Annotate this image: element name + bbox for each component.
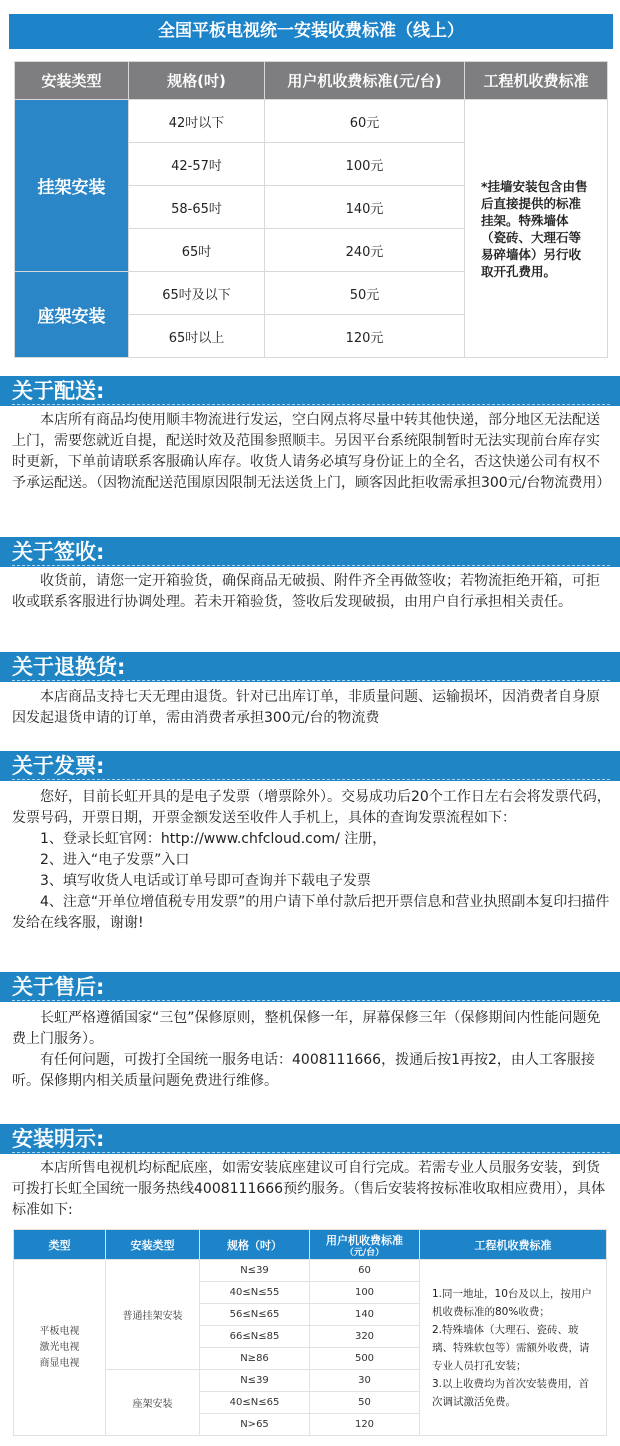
returns-text: 本店商品支持七天无理由退货。针对已出库订单，非质量问题、运输损坏，因消费者自身原因发起退货申请的订单，需由消费者承担300元/台的物流费 <box>12 689 600 726</box>
spec-cell: N>65 <box>200 1414 310 1436</box>
price-cell: 120 <box>310 1414 420 1436</box>
price-cell: 500 <box>310 1348 420 1370</box>
header-engineering-price: 工程机收费标准 <box>420 1230 607 1260</box>
header-spec: 规格（吋） <box>200 1230 310 1260</box>
category-item: 商显电视 <box>39 1357 80 1369</box>
spec-cell: 58-65吋 <box>129 186 265 229</box>
invoice-step: 4、注意“开单位增值税专用发票”的用户请下单付款后把开票信息和营业执照副本复印扫描件发给在线客服，谢谢! <box>12 894 610 931</box>
section-body-delivery <box>12 410 612 494</box>
section-title-returns: 关于退换货: <box>0 652 620 682</box>
install-standard-table <box>13 1229 607 1436</box>
engineering-note-item: 1.同一地址，10台及以上，按用户机收费标准的80%收费； <box>432 1287 592 1318</box>
engineering-notes <box>420 1260 607 1436</box>
spec-cell: 65吋以上 <box>129 315 265 358</box>
fee-table-title: 全国平板电视统一安装收费标准（线上） <box>9 14 613 49</box>
aftersale-warranty: 长虹严格遵循国家“三包”保修原则，整机保修一年，屏幕保修三年（保修期间内性能问题免费上门服务）。 <box>12 1010 601 1047</box>
delivery-text: 本店所有商品均使用顺丰物流进行发运，空白网点将尽量中转其他快递，部分地区无法配送上门，需要您就近自提，配送时效及范围参照顺丰。另因平台系统限制暂时无法实现前台库存实时更新，下单前请联系客服确认库存。收货人请务必填写身份证上的全名，否这快递公司有权不予承运配送。（因物流配送范围原因限制无法送货上门，顾客因此拒收需承担300元/台物流费用） <box>12 412 611 491</box>
table-row <box>15 100 608 143</box>
price-cell: 120元 <box>265 315 465 358</box>
price-cell: 100元 <box>265 143 465 186</box>
section-title-invoice: 关于发票: <box>0 751 620 781</box>
spec-cell: N≤39 <box>200 1260 310 1282</box>
engineering-note: *挂墙安装包含由售后直接提供的标准挂架。特殊墙体（瓷砖、大理石等易碎墙体）另行收取开孔费用。 <box>465 100 608 358</box>
header-user-price-unit: （元/台） <box>344 1247 385 1258</box>
price-cell: 50 <box>310 1392 420 1414</box>
price-cell: 140 <box>310 1304 420 1326</box>
section-body-aftersale <box>12 1008 612 1092</box>
invoice-step: 1、登录长虹官网：http://www.chfcloud.com/ 注册， <box>12 831 387 847</box>
header-user-price <box>310 1230 420 1260</box>
price-cell: 240元 <box>265 229 465 272</box>
header-user-price: 用户机收费标准(元/台) <box>265 62 465 100</box>
spec-cell: 42-57吋 <box>129 143 265 186</box>
header-install-type: 安装类型 <box>106 1230 200 1260</box>
engineering-note-item: 3.以上收费均为首次安装费用，首次调试激活免费。 <box>432 1377 590 1408</box>
section-body-returns <box>12 687 612 729</box>
section-title-signing: 关于签收: <box>0 537 620 567</box>
install-fee-panel <box>0 0 620 367</box>
category-item: 平板电视 <box>39 1325 80 1337</box>
spec-cell: N≤39 <box>200 1370 310 1392</box>
install-text: 本店所售电视机均标配底座，如需安装底座建议可自行完成。若需专业人员服务安装，到货可拨打长虹全国统一服务热线4008111666预约服务。（售后安装将按标准收取相应费用），具体标准如下: <box>12 1160 606 1218</box>
invoice-intro: 您好，目前长虹开具的是电子发票（增票除外）。交易成功后20个工作日左右会将发票代码，发票号码，开票日期，开票金额发送至收件人手机上，具体的查询发票流程如下： <box>12 789 611 826</box>
spec-cell: 40≤N≤55 <box>200 1282 310 1304</box>
spec-cell: 66≤N≤85 <box>200 1326 310 1348</box>
price-cell: 50元 <box>265 272 465 315</box>
header-engineering-price: 工程机收费标准 <box>465 62 608 100</box>
header-install-type: 安装类型 <box>15 62 129 100</box>
spec-cell: 56≤N≤65 <box>200 1304 310 1326</box>
spec-cell: 65吋及以下 <box>129 272 265 315</box>
install-type-stand: 座架安装 <box>106 1370 200 1436</box>
install-type-wall: 普通挂架安装 <box>106 1260 200 1370</box>
header-spec: 规格(吋) <box>129 62 265 100</box>
section-title-install: 安装明示: <box>0 1124 620 1154</box>
table-row <box>14 1260 607 1282</box>
section-title-aftersale: 关于售后: <box>0 972 620 1002</box>
engineering-note-item: 2.特殊墙体（大理石、瓷砖、玻璃、特殊软包等）需额外收费，请专业人员打孔安装； <box>432 1323 590 1372</box>
signing-text: 收货前，请您一定开箱验货，确保商品无破损、附件齐全再做签收；若物流拒绝开箱，可拒收或联系客服进行协调处理。若未开箱验货，签收后发现破损，由用户自行承担相关责任。 <box>12 573 600 610</box>
section-body-install <box>12 1158 612 1221</box>
section-body-signing <box>12 571 612 613</box>
spec-cell: 65吋 <box>129 229 265 272</box>
invoice-step: 3、填写收货人电话或订单号即可查询并下载电子发票 <box>12 873 371 889</box>
price-cell: 60 <box>310 1260 420 1282</box>
price-cell: 30 <box>310 1370 420 1392</box>
type-stand-mount: 座架安装 <box>15 272 129 358</box>
spec-cell: N≥86 <box>200 1348 310 1370</box>
price-cell: 320 <box>310 1326 420 1348</box>
aftersale-hotline: 有任何问题，可拨打全国统一服务电话：4008111666，拨通后按1再按2，由人工客服接听。保修期内相关质量问题免费进行维修。 <box>12 1052 595 1089</box>
invoice-step: 2、进入“电子发票”入口 <box>12 852 190 868</box>
spec-cell: 42吋以下 <box>129 100 265 143</box>
section-title-delivery: 关于配送: <box>0 376 620 406</box>
price-cell: 60元 <box>265 100 465 143</box>
type-wall-mount: 挂架安装 <box>15 100 129 272</box>
header-category: 类型 <box>14 1230 106 1260</box>
price-cell: 100 <box>310 1282 420 1304</box>
category-item: 激光电视 <box>39 1341 80 1353</box>
header-user-price-main: 用户机收费标准 <box>326 1233 403 1247</box>
section-body-invoice <box>12 787 612 934</box>
fee-table <box>14 61 608 358</box>
price-cell: 140元 <box>265 186 465 229</box>
spec-cell: 40≤N≤65 <box>200 1392 310 1414</box>
category-cell <box>14 1260 106 1436</box>
